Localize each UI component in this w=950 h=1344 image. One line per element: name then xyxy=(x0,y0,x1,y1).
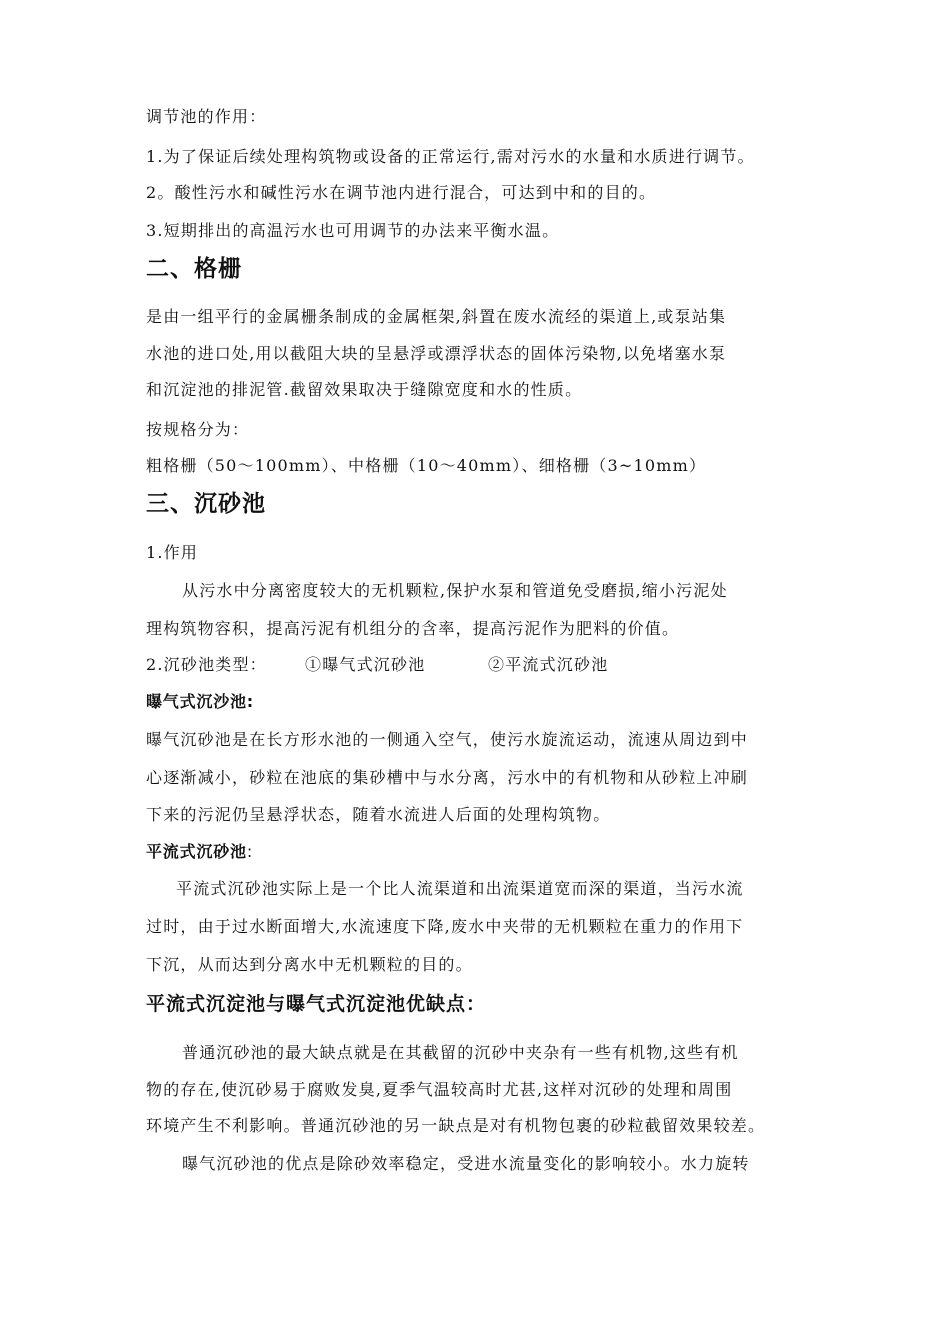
grille-spec-line: 粗格栅（50～100mm）、中格栅（10～40mm）、细格栅（3~10mm） xyxy=(146,456,707,475)
aerated-line-2: 心逐渐减小，砂粒在池底的集砂槽中与水分离，污水中的有机物和从砂粒上冲刷 xyxy=(146,768,749,787)
intro-item-2: 2。酸性污水和碱性污水在调节池内进行混合，可达到中和的目的。 xyxy=(146,183,657,202)
intro-item-1: 1.为了保证后续处理构筑物或设备的正常运行,需对污水的水量和水质进行调节。 xyxy=(146,147,755,166)
compare-line-4: 曝气沉砂池的优点是除砂效率稳定，受进水流量变化的影响较小。水力旋转 xyxy=(182,1154,750,1173)
grit-types-label: 2.沉砂池类型： xyxy=(146,655,267,674)
horizontal-line-3: 下沉，从而达到分离水中无机颗粒的目的。 xyxy=(146,955,473,974)
grit-func-line-2: 理构筑物容积，提高污泥有机组分的含率，提高污泥作为肥料的价值。 xyxy=(146,619,680,638)
intro-item-3: 3.短期排出的高温污水也可用调节的办法来平衡水温。 xyxy=(146,221,560,240)
grit-func-line-1: 从污水中分离密度较大的无机颗粒,保护水泵和管道免受磨损,缩小污泥处 xyxy=(182,581,728,600)
compare-line-1: 普通沉砂池的最大缺点就是在其截留的沉砂中夹杂有一些有机物,这些有机 xyxy=(182,1043,739,1062)
section-heading-grit: 三、沉砂池 xyxy=(146,491,266,517)
aerated-line-1: 曝气沉砂池是在长方形水池的一侧通入空气，使污水旋流运动，流速从周边到中 xyxy=(146,730,749,749)
intro-title: 调节池的作用： xyxy=(146,107,267,126)
horizontal-heading-colon: : xyxy=(246,842,254,861)
grit-func-title: 1.作用 xyxy=(146,543,199,562)
horizontal-heading-text: 平流式沉砂池 xyxy=(146,842,247,861)
compare-heading: 平流式沉淀池与曝气式沉淀池优缺点： xyxy=(146,993,487,1015)
grille-spec-title: 按规格分为： xyxy=(146,420,250,439)
grit-type-aerated: ①曝气式沉砂池 xyxy=(305,655,426,674)
grille-desc-line-2: 水池的进口处,用以截阻大块的呈悬浮或漂浮状态的固体污染物,以免堵塞水泵 xyxy=(146,344,727,363)
aerated-line-3: 下来的污泥仍呈悬浮状态，随着水流进人后面的处理构筑物。 xyxy=(146,805,611,824)
horizontal-line-2: 过时，由于过水断面增大,水流速度下降,废水中夹带的无机颗粒在重力的作用下 xyxy=(146,917,744,936)
grit-type-horizontal: ②平流式沉砂池 xyxy=(488,655,609,674)
compare-line-3: 环境产生不利影响。普通沉砂池的另一缺点是对有机物包裹的砂粒截留效果较差。 xyxy=(146,1116,766,1135)
aerated-heading: 曝气式沉沙池: xyxy=(146,692,254,711)
horizontal-heading xyxy=(146,842,253,862)
section-heading-grille: 二、格栅 xyxy=(146,256,242,282)
compare-line-2: 物的存在,使沉砂易于腐败发臭,夏季气温较高时尤甚,这样对沉砂的处理和周围 xyxy=(146,1080,733,1099)
horizontal-line-1: 平流式沉砂池实际上是一个比人流渠道和出流渠道宽而深的渠道，当污水流 xyxy=(176,879,744,898)
grille-desc-line-3: 和沉淀池的排泥管.截留效果取决于缝隙宽度和水的性质。 xyxy=(146,380,583,399)
grille-desc-line-1: 是由一组平行的金属栅条制成的金属框架,斜置在废水流经的渠道上,或泵站集 xyxy=(146,307,727,326)
